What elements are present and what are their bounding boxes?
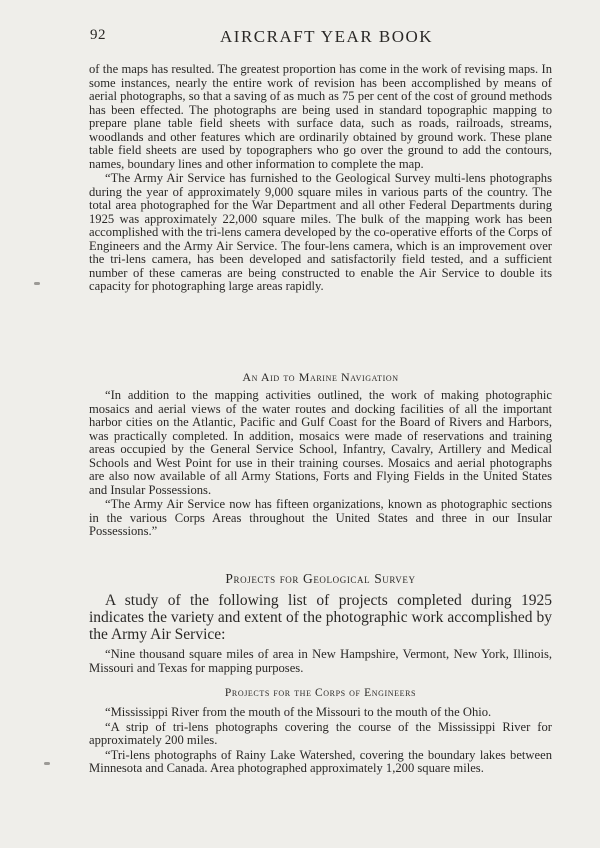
paragraph-marine-mosaics: “In addition to the mapping activities outlined, the work of making photographic mosaics and aerial views of the water routes and docking facilities of all the important harbor cities on the Atlantic, Pacific and Gulf Coast for the Board of Rivers and Harbors, was practically completed. In addition, mosaics were made of reservations and training areas occupied by the General Service School, Infantry, Cavalry, Artillery and Medical Schools and West Point for use in their training courses. Mosaics and aerial photographs are also now available of all Army Stations, Forts and Flying Fields in the United States and Insular Possessions. [89,388,552,497]
page-number: 92 [90,27,106,43]
lead-paragraph-projects: A study of the following list of projects completed during 1925 indicates the variety and extent of the photographic work accomplished by the Army Air Service: [89,592,552,643]
section-heading-marine: An Aid to Marine Navigation [242,370,399,384]
marine-section [89,389,552,539]
paragraph-rainy-lake: “Tri-lens photographs of Rainy Lake Watershed, covering the boundary lakes between Minnesota and Canada. Area photographed approximately 1,200 square miles. [89,747,552,775]
paper-speck [34,282,40,285]
running-title: AIRCRAFT YEAR BOOK [220,27,434,46]
paper-speck [44,762,50,765]
paragraph-mississippi-missouri: “Mississippi River from the mouth of the Missouri to the mouth of the Ohio. [105,705,492,719]
paragraph-photographic-sections: “The Army Air Service now has fifteen organizations, known as photographic sections in the various Corps Areas throughout the United States and three in our Insular Possessions.” [89,497,552,538]
page-header [90,27,550,49]
section-heading-geological: Projects for Geological Survey [225,571,416,586]
intro-section [89,63,552,294]
geological-section [89,592,552,675]
engineers-section [89,706,552,776]
paragraph-maps-revision: of the maps has resulted. The greatest proportion has come in the work of revising maps. In some instances, nearly the entire work of revision has been accomplished by means of aerial photographs, so that a saving of as much as 75 per cent of the cost of ground methods has been effected. The photographs are being used in standard topographic mapping to prepare plane table field sheets with surface data, such as roads, railroads, streams, woodlands and other features which are ordinarily obtained by ground work. These plane table field sheets are used by topographers who go over the ground to add the contours, names, boundary lines and other information to complete the map. [89,62,552,171]
paragraph-air-service-photographs: “The Army Air Service has furnished to the Geological Survey multi-lens photographs during the year of approximately 9,000 square miles in various parts of the country. The total area photographed for the War Department and all other Federal Departments during 1925 was approximately 22,000 square miles. The bulk of the mapping work has been accomplished with the tri-lens camera developed by the co-operative efforts of the Corps of Engineers and the Army Air Service. The four-lens camera, which is an improvement over the tri-lens camera, has been developed and satisfactorily field tested, and a sufficient number of these cameras are being constructed to enable the Air Service to double its capacity for photographing large areas rapidly. [89,171,552,293]
paragraph-nine-thousand-miles: “Nine thousand square miles of area in New Hampshire, Vermont, New York, Illinois, Missouri and Texas for mapping purposes. [89,647,552,675]
paragraph-tri-lens-strip: “A strip of tri-lens photographs covering the course of the Mississippi River for approximately 200 miles. [89,719,552,747]
section-heading-engineers: Projects for the Corps of Engineers [224,687,417,699]
